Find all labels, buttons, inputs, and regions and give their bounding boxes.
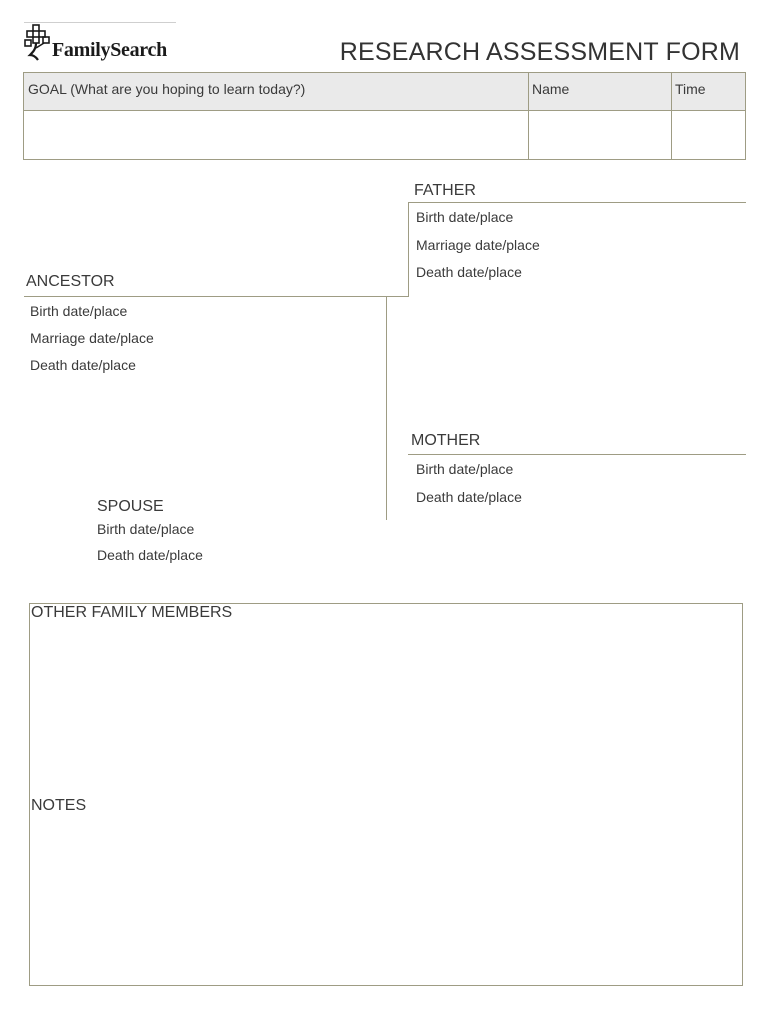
logo-top-rule [24,22,176,23]
ancestor-birth-field: Birth date/place [30,303,128,319]
spouse-birth-field: Birth date/place [97,521,195,537]
notes-label: NOTES [31,797,87,814]
mother-rule [408,454,746,455]
father-birth-field: Birth date/place [416,209,514,225]
name-label: Name [532,81,570,97]
goal-table [23,72,746,160]
father-bracket [408,202,409,297]
ancestor-rule [24,296,409,297]
father-marriage-field: Marriage date/place [416,237,540,253]
ancestor-marriage-field: Marriage date/place [30,330,154,346]
spouse-death-field: Death date/place [97,547,203,563]
ancestor-label: ANCESTOR [26,273,115,290]
ancestor-parents-connector [386,296,387,520]
spouse-label: SPOUSE [97,498,164,515]
family-tree-icon [24,24,52,64]
father-label: FATHER [414,182,476,199]
goal-input-area[interactable] [24,111,527,159]
father-rule [408,202,746,203]
familysearch-logo [24,24,184,64]
time-input-area[interactable] [672,111,745,159]
time-label: Time [675,81,706,97]
logo-wordmark: FamilySearch [52,39,167,61]
ancestor-death-field: Death date/place [30,357,136,373]
mother-birth-field: Birth date/place [416,461,514,477]
mother-label: MOTHER [411,432,481,449]
name-input-area[interactable] [529,111,670,159]
page-title: RESEARCH ASSESSMENT FORM [339,38,740,66]
goal-label: GOAL (What are you hoping to learn today?) [28,81,306,97]
mother-death-field: Death date/place [416,489,522,505]
other-family-members-label: OTHER FAMILY MEMBERS [31,604,233,621]
other-family-notes-box[interactable] [29,603,743,986]
father-death-field: Death date/place [416,264,522,280]
